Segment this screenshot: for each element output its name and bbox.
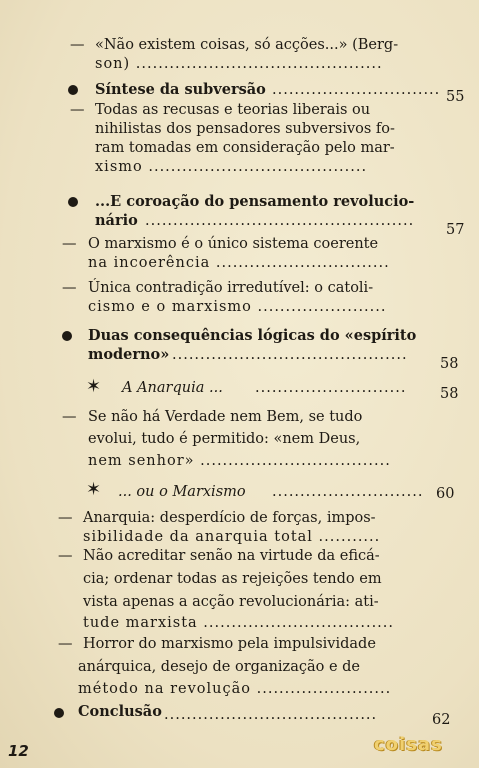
leader-dots: ...........................	[272, 484, 424, 500]
entry-text: cia; ordenar todas as rejeições tendo em	[83, 571, 382, 587]
entry-text: método na revolução ........................	[78, 681, 392, 697]
section-title: moderno»	[88, 346, 170, 363]
section-title: ...E coroação do pensamento revolucio-	[95, 193, 415, 210]
entry-text: Única contradição irredutível: o catoli-	[88, 280, 374, 296]
entry-text: cismo e o marxismo .......................	[88, 299, 387, 315]
star-icon: ✶	[86, 376, 102, 397]
folio-number: 12	[8, 742, 29, 760]
bullet-icon	[62, 331, 72, 341]
entry-text: son) ............................................	[95, 56, 383, 72]
subsection-title: A Anarquia ...	[122, 380, 223, 396]
entry-text: Se não há Verdade nem Bem, se tudo	[88, 409, 363, 425]
section-title: Síntese da subversão	[95, 81, 266, 98]
bullet-icon	[54, 708, 64, 718]
leader-dots: ..............................	[272, 82, 441, 98]
dash-mark: —	[58, 636, 73, 652]
dash-mark: —	[62, 280, 77, 296]
entry-text: «Não existem coisas, só acções...» (Berg-	[95, 37, 399, 53]
page-number: 57	[446, 222, 465, 238]
entry-text: ram tomadas em consideração pelo mar-	[95, 140, 395, 156]
entry-text: O marxismo é o único sistema coerente	[88, 236, 379, 252]
entry-text: anárquica, desejo de organização e de	[78, 659, 360, 675]
entry-text: tude marxista ..................................	[83, 615, 395, 631]
dash-mark: —	[58, 548, 73, 564]
entry-text: vista apenas a acção revolucionária: ati-	[83, 594, 379, 610]
leader-dots: ..........................................	[172, 347, 408, 363]
page-number: 55	[446, 89, 465, 105]
leader-dots: ......................................	[164, 707, 378, 723]
page-number: 58	[440, 356, 459, 372]
page-number: 60	[436, 486, 455, 502]
page-number: 62	[432, 712, 451, 728]
entry-text: Não acreditar senão na virtude da eficá-	[83, 548, 380, 564]
entry-text: sibilidade da anarquia total ...........	[83, 529, 381, 545]
dash-mark: —	[70, 102, 85, 118]
entry-text: nihilistas dos pensadores subversivos fo-	[95, 121, 395, 137]
leader-dots: ................................................	[145, 213, 415, 229]
entry-text: na incoerência ...............................	[88, 255, 390, 271]
bullet-icon	[68, 197, 78, 207]
entry-text: nem senhor» ..................................	[88, 453, 391, 469]
leader-dots: ...........................	[255, 380, 407, 396]
page-number: 58	[440, 386, 459, 402]
subsection-title: ... ou o Marxismo	[118, 484, 246, 500]
entry-text: Horror do marxismo pela impulsividade	[83, 636, 376, 652]
entry-text: evolui, tudo é permitido: «nem Deus,	[88, 431, 361, 447]
entry-text: Todas as recusas e teorias liberais ou	[95, 102, 371, 118]
star-icon: ✶	[86, 479, 102, 500]
dash-mark: —	[62, 236, 77, 252]
dash-mark: —	[70, 37, 85, 53]
watermark-logo: coisas	[374, 734, 443, 755]
section-title: Conclusão	[78, 703, 162, 720]
section-title: nário	[95, 212, 138, 229]
entry-text: Anarquia: desperdício de forças, impos-	[83, 510, 376, 526]
entry-text: xismo .......................................	[95, 159, 368, 175]
bullet-icon	[68, 85, 78, 95]
dash-mark: —	[62, 409, 77, 425]
section-title: Duas consequências lógicas do «espírito	[88, 327, 417, 344]
dash-mark: —	[58, 510, 73, 526]
